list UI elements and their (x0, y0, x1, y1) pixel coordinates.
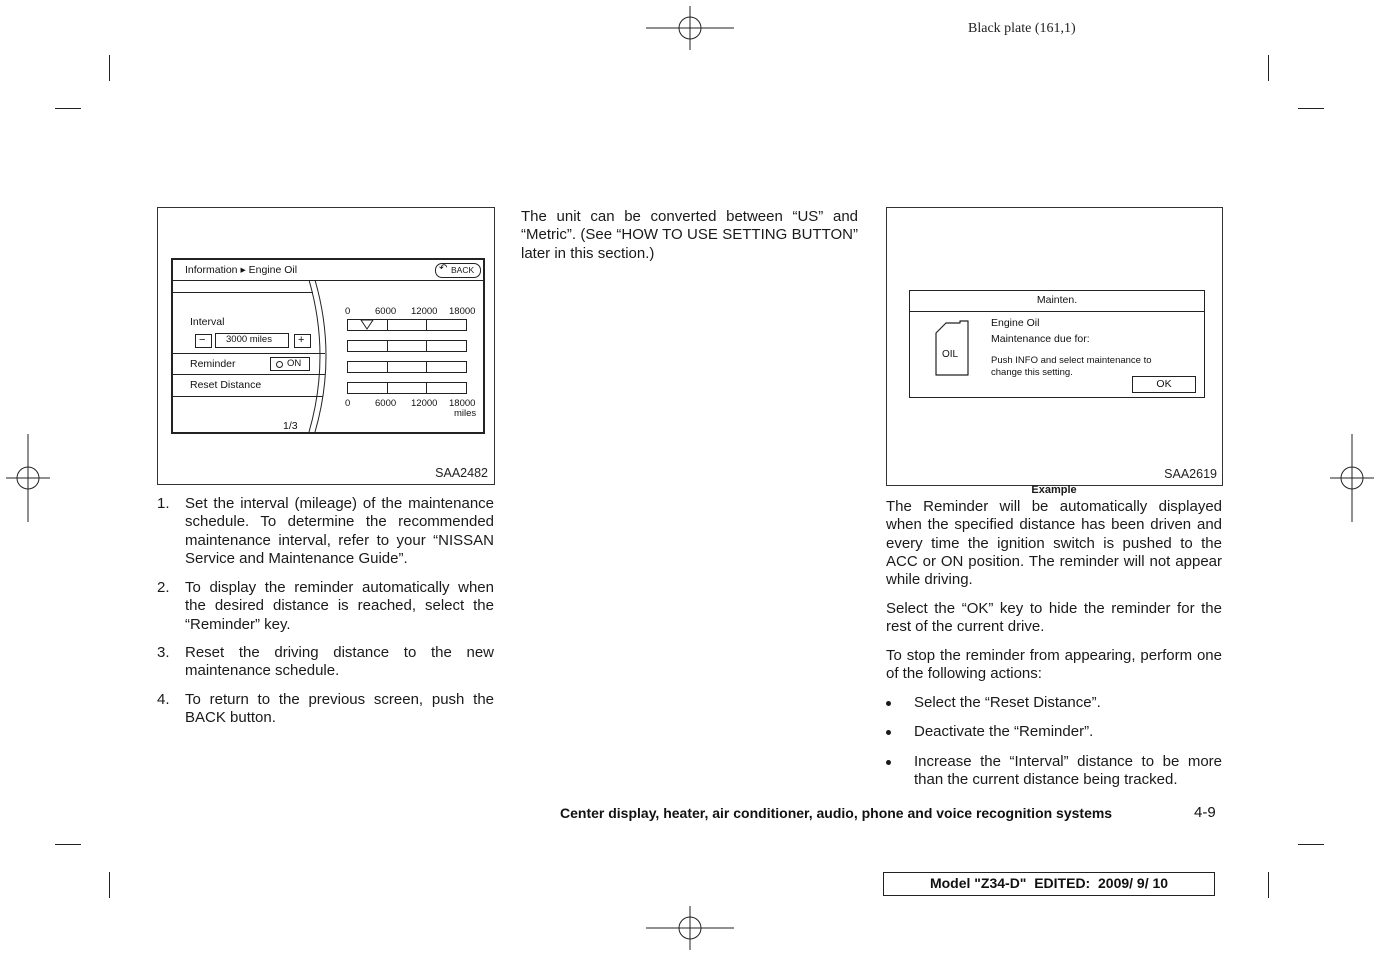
distance-bar (347, 382, 467, 394)
figure-code: SAA2619 (1164, 467, 1217, 481)
reminder-label[interactable]: Reminder (190, 358, 236, 370)
crop-mark (109, 872, 110, 898)
scale-label: 6000 (375, 306, 397, 317)
reminder-value: ON (287, 358, 302, 369)
scale-unit-label: miles (454, 408, 477, 419)
crop-mark (1298, 844, 1324, 845)
paragraph: The Reminder will be automatically displayed when the specified distance has been driven and every time the ignition switch is pushed to the ACC or ON position. The reminder will not appear while driving. (886, 498, 1222, 589)
ok-button[interactable] (1132, 376, 1196, 393)
bullet-icon (886, 701, 891, 706)
section-title: Center display, heater, air conditioner, audio, phone and voice recognition systems (560, 805, 1113, 821)
minus-icon: − (199, 334, 206, 346)
crop-mark (1268, 872, 1269, 898)
registration-mark-icon (1330, 434, 1374, 522)
back-label: BACK (451, 265, 475, 275)
distance-bar (347, 340, 467, 352)
bullet-icon (886, 760, 891, 765)
figure-engine-oil-screen (157, 207, 495, 485)
figure-code: SAA2482 (435, 466, 488, 480)
ok-label: OK (1156, 378, 1172, 390)
bullet-text: Deactivate the “Reminder”. (914, 723, 1094, 740)
interval-minus-button[interactable] (195, 334, 212, 348)
dialog-line: Push INFO and select maintenance to (991, 355, 1152, 366)
plus-icon: + (298, 334, 305, 346)
crop-mark (55, 108, 81, 109)
divider (910, 311, 1204, 312)
breadcrumb: Information ▸ Engine Oil (185, 264, 298, 276)
middle-paragraph: The unit can be converted between “US” and “Metric”. (See “HOW TO USE SETTING BUTTON” later in this section.) (521, 208, 858, 262)
crop-mark (1298, 108, 1324, 109)
scale-label: 6000 (375, 398, 397, 409)
scale-label: 0 (345, 306, 351, 317)
bullet-icon (886, 730, 891, 735)
paragraph: To stop the reminder from appearing, perform one of the following actions: (886, 647, 1222, 683)
interval-label: Interval (190, 316, 225, 328)
list-item (157, 691, 494, 729)
list-number: 2. (157, 579, 170, 596)
bullet-text: Increase the “Interval” distance to be more than the current distance being tracked. (914, 753, 1222, 789)
bullet-item (886, 753, 1222, 793)
registration-mark-icon (6, 434, 50, 522)
dialog-line: change this setting. (991, 367, 1073, 378)
interval-marker-icon (360, 319, 374, 331)
list-number: 1. (157, 495, 170, 512)
scale-label: 12000 (411, 306, 438, 317)
scale-label: 12000 (411, 398, 438, 409)
list-number: 3. (157, 644, 170, 661)
list-item (157, 644, 494, 682)
scale-label: 18000 (449, 398, 476, 409)
bullet-item (886, 723, 1222, 743)
back-arrow-icon: ↶ (439, 263, 448, 274)
list-item (157, 495, 494, 569)
registration-mark-icon (646, 6, 734, 50)
figure-caption: Example (1031, 484, 1077, 496)
panel-curve (299, 280, 339, 432)
display-screen (171, 258, 485, 434)
crop-mark (109, 55, 110, 81)
scale-label: 18000 (449, 306, 476, 317)
bullet-text: Select the “Reset Distance”. (914, 694, 1101, 711)
list-text: To return to the previous screen, push the BACK button. (185, 691, 494, 727)
scale-label: 0 (345, 398, 351, 409)
figure-maintenance-dialog (886, 207, 1223, 486)
list-number: 4. (157, 691, 170, 708)
interval-bar (347, 319, 467, 331)
crop-mark (55, 844, 81, 845)
model-info: Model "Z34-D" EDITED: 2009/ 9/ 10 (929, 875, 1169, 891)
model-info-box (883, 872, 1215, 896)
list-text: Reset the driving distance to the new maintenance schedule. (185, 644, 494, 680)
list-item (157, 579, 494, 635)
oil-label: OIL (942, 349, 959, 360)
maintenance-dialog (909, 290, 1205, 398)
page-number: 4-9 (1194, 804, 1216, 821)
dialog-line: Engine Oil (991, 317, 1040, 329)
list-text: To display the reminder automatically when the desired distance is reached, select the “Reminder” key. (185, 579, 494, 633)
distance-bar (347, 361, 467, 373)
toggle-indicator-icon (276, 361, 283, 368)
dialog-line: Maintenance due for: (991, 333, 1090, 345)
paragraph: Select the “OK” key to hide the reminder for the rest of the current drive. (886, 600, 1222, 636)
list-text: Set the interval (mileage) of the maintenance schedule. To determine the recommended maintenance interval, refer to your “NISSAN Service and Maintenance Guide”. (185, 495, 494, 567)
plate-label: Black plate (161,1) (968, 21, 1076, 36)
interval-value: 3000 miles (226, 334, 272, 345)
page-indicator: 1/3 (283, 420, 298, 432)
bullet-item (886, 694, 1222, 714)
crop-mark (1268, 55, 1269, 81)
back-button[interactable] (435, 263, 481, 278)
interval-value-field[interactable] (215, 333, 289, 348)
divider (173, 292, 313, 293)
registration-mark-icon (646, 906, 734, 950)
reset-distance-label[interactable]: Reset Distance (190, 379, 262, 391)
dialog-title: Mainten. (1036, 294, 1078, 306)
